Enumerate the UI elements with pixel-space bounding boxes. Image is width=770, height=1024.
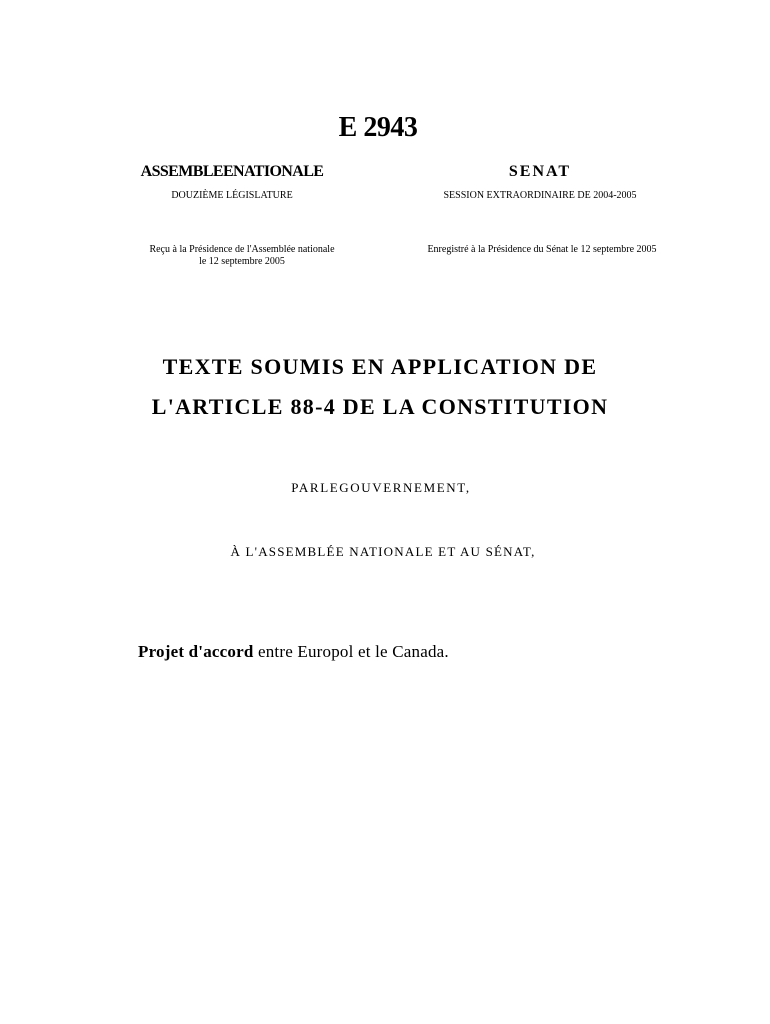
subject-line <box>138 642 698 662</box>
document-number: E 2943 <box>338 112 418 143</box>
session-subtitle: SESSION EXTRAORDINAIRE DE 2004-2005 <box>443 190 637 201</box>
main-title-line2: L'ARTICLE 88-4 DE LA CONSTITUTION <box>151 394 609 419</box>
to-assembly-line: À L'ASSEMBLÉE NATIONALE ET AU SÉNAT, <box>230 544 536 559</box>
assembly-title: ASSEMBLEENATIONALE <box>140 163 324 180</box>
legislature-subtitle: DOUZIÈME LÉGISLATURE <box>171 190 293 201</box>
assembly-received-note <box>120 244 364 268</box>
subject-bold: Projet d'accord <box>138 642 254 661</box>
subject-rest: entre Europol et le Canada. <box>253 642 449 661</box>
main-title <box>0 347 760 427</box>
senate-title: SENAT <box>508 163 572 180</box>
assembly-received-line2: le 12 septembre 2005 <box>199 256 285 267</box>
assembly-received-line1: Reçu à la Présidence de l'Assemblée nationale <box>149 244 335 255</box>
main-title-line1: TEXTE SOUMIS EN APPLICATION DE <box>162 354 598 379</box>
senate-received-note: Enregistré à la Présidence du Sénat le 12 septembre 2005 <box>427 244 657 255</box>
by-government-line: PARLEGOUVERNEMENT, <box>291 480 471 495</box>
